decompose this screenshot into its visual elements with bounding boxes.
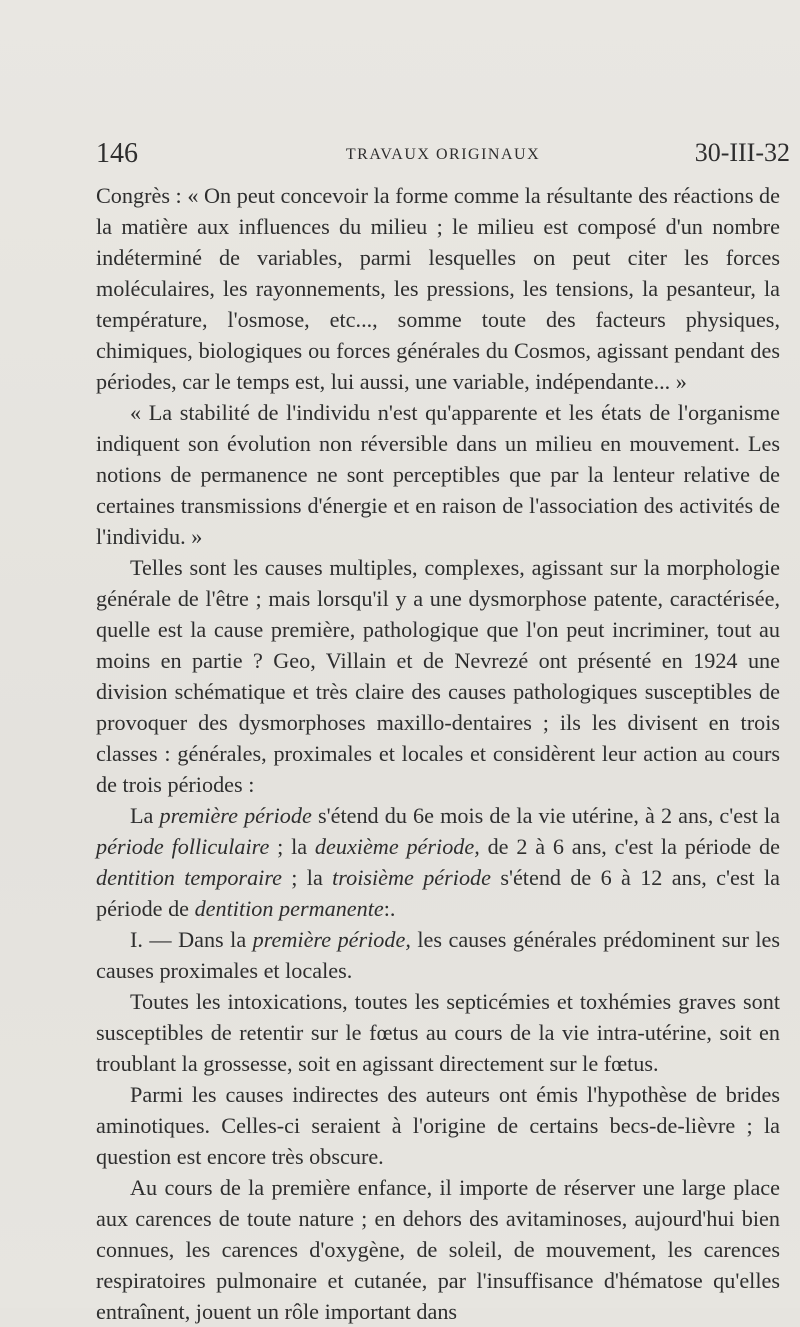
italic-term: première période,	[252, 927, 411, 952]
text-run: :.	[383, 896, 396, 921]
italic-term: deuxième période,	[314, 834, 480, 859]
page-number: 146	[96, 138, 138, 169]
italic-term: première période	[159, 803, 312, 828]
italic-term: dentition permanente	[194, 896, 384, 921]
paragraph	[96, 180, 780, 397]
paragraph	[96, 552, 780, 800]
running-title: TRAVAUX ORIGINAUX	[345, 146, 541, 163]
text-run: s'étend du 6e mois de la vie utérine, à 2 ans, c'est la	[311, 803, 780, 828]
text-run: La	[130, 803, 160, 828]
body-text	[96, 180, 780, 1327]
paragraph	[96, 986, 780, 1079]
text-run: les causes générales prédominent sur les causes proximales et locales.	[96, 927, 780, 983]
text-run: « La stabilité de l'individu n'est qu'apparente et les états de l'organisme indiquent son évolution non réversible dans un milieu en mouvement. Les notions de permanence ne sont perceptibles que par la lenteur relative de certaines transmissions d'énergie et en raison de l'association des activités de l'individu. »	[96, 400, 780, 549]
text-run: Toutes les intoxications, toutes les septicémies et toxhémies graves sont susceptibles de retentir sur le fœtus au cours de la vie intra-utérine, soit en troublant la grossesse, soit en agissant directement sur le fœtus.	[96, 989, 780, 1076]
text-run: Congrès : « On peut concevoir la forme comme la résultante des réactions de la matière aux influences du milieu ; le milieu est composé d'un nombre indéterminé de variables, parmi lesquelles on peut citer les forces moléculaires, les rayonnements, les pressions, les tensions, la pesanteur, la température, l'osmose, etc..., somme toute des facteurs physiques, chimiques, biologiques ou forces générales du Cosmos, agissant pendant des périodes, car le temps est, lui aussi, une variable, indépendante... »	[96, 183, 780, 394]
italic-term: troisième période	[332, 865, 491, 890]
paragraph	[96, 1172, 780, 1327]
italic-term: période folliculaire	[96, 834, 270, 859]
italic-term: dentition temporaire	[96, 865, 282, 890]
text-run: s'étend de 6 à 12 ans, c'est la période de	[96, 865, 780, 921]
paragraph	[96, 1079, 780, 1172]
text-run: Parmi les causes indirectes des auteurs ont émis l'hypothèse de brides aminotiques. Celles-ci seraient à l'origine de certains becs-de-lièvre ; la question est encore très obscure.	[96, 1082, 780, 1169]
paragraph	[96, 924, 780, 986]
paragraph	[96, 800, 780, 924]
text-run: I. — Dans la	[130, 927, 253, 952]
text-run: Au cours de la première enfance, il importe de réserver une large place aux carences de toute nature ; en dehors des avitaminoses, aujourd'hui bien connues, les carences d'oxygène, de soleil, de mouvement, les carences respiratoires pulmonaire et cutanée, par l'insuffisance d'hématose qu'elles entraînent, jouent un rôle important dans	[96, 1175, 780, 1324]
text-run: ; la	[269, 834, 315, 859]
text-run: de 2 à 6 ans, c'est la période de	[479, 834, 780, 859]
paragraph	[96, 397, 780, 552]
issue-date: 30-III-32	[694, 138, 790, 167]
page-header	[96, 138, 790, 172]
text-run: ; la	[281, 865, 333, 890]
text-run: Telles sont les causes multiples, complexes, agissant sur la morphologie générale de l'être ; mais lorsqu'il y a une dysmorphose patente, caractérisée, quelle est la cause première, pathologique que l'on peut incriminer, tout au moins en partie ? Geo, Villain et de Nevrezé ont présenté en 1924 une division schématique et très claire des causes pathologiques susceptibles de provoquer des dysmorphoses maxillo-dentaires ; ils les divisent en trois classes : générales, proximales et locales et considèrent leur action au cours de trois périodes :	[96, 555, 780, 797]
